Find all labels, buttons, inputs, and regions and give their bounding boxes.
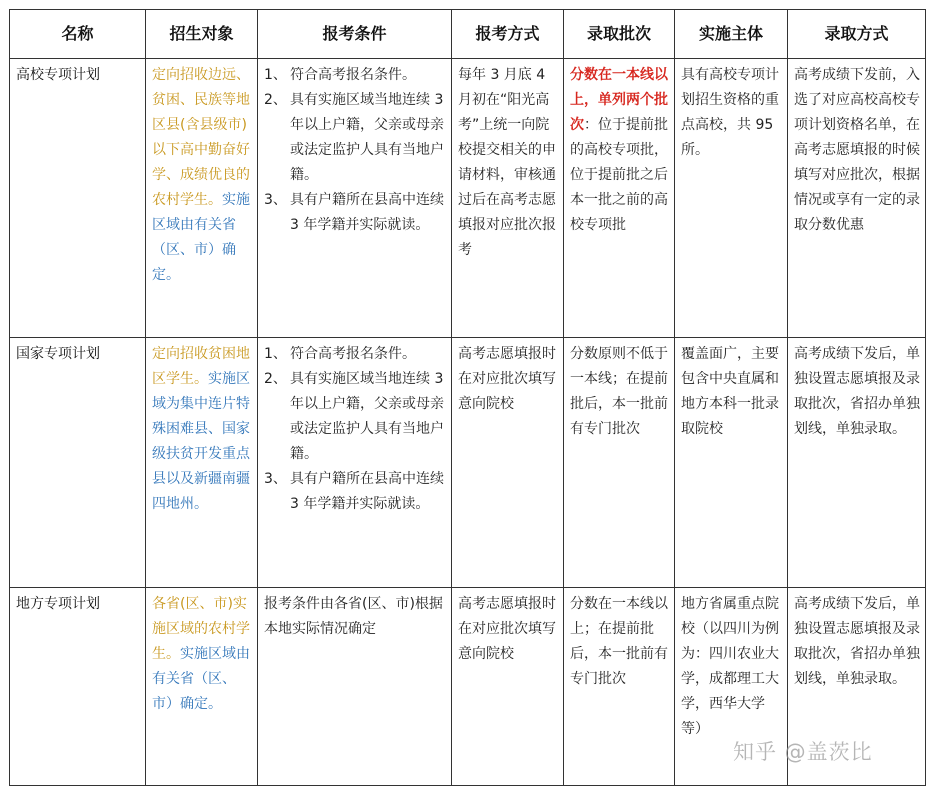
plan-name: 高校专项计划 xyxy=(10,59,146,338)
header-batch: 录取批次 xyxy=(564,10,675,59)
header-conditions: 报考条件 xyxy=(258,10,452,59)
conditions-cell: 报考条件由各省(区、市)根据本地实际情况确定 xyxy=(258,588,452,786)
body-cell: 覆盖面广，主要包含中央直属和地方本科一批录取院校 xyxy=(675,338,788,588)
header-method: 报考方式 xyxy=(452,10,564,59)
batch-highlight: 分数在一本线以上，单列两个批次 xyxy=(570,67,668,133)
admission-cell: 高考成绩下发前，入选了对应高校高校专项计划资格名单，在高考志愿填报的时候填写对应批次，根据情况或享有一定的录取分数优惠 xyxy=(788,59,926,338)
batch-text: 分数在一本线以上；在提前批后，本一批前有专门批次 xyxy=(570,596,668,687)
table-row xyxy=(10,588,926,786)
batch-cell xyxy=(564,59,675,338)
header-name: 名称 xyxy=(10,10,146,59)
batch-cell xyxy=(564,588,675,786)
target-cell xyxy=(146,338,258,588)
target-cell xyxy=(146,59,258,338)
table-row xyxy=(10,59,926,338)
plan-name: 地方专项计划 xyxy=(10,588,146,786)
header-row xyxy=(10,10,926,59)
method-cell: 每年 3 月底 4 月初在“阳光高考”上统一向院校提交相关的申请材料，审核通过后在高考志愿填报对应批次报考 xyxy=(452,59,564,338)
target-text: 各省(区、市)实施区域的农村学生。 xyxy=(152,596,250,662)
target-text: 定向招收边远、贫困、民族等地区县(含县级市)以下高中勤奋好学、成绩优良的农村学生。 xyxy=(152,67,250,208)
condition-item: 2、 具有实施区域当地连续 3 年以上户籍，父亲或母亲或法定监护人具有当地户籍。 xyxy=(264,371,444,462)
special-plan-table xyxy=(9,9,926,786)
body-cell: 具有高校专项计划招生资格的重点高校，共 95 所。 xyxy=(675,59,788,338)
watermark: 知乎 @盖茨比 xyxy=(733,740,873,764)
batch-text: ：位于提前批的高校专项批，位于提前批之后本一批之前的高校专项批 xyxy=(570,117,668,233)
table-row xyxy=(10,338,926,588)
condition-item: 1、 符合高考报名条件。 xyxy=(264,67,416,83)
condition-item: 3、 具有户籍所在县高中连续 3 年学籍并实际就读。 xyxy=(264,192,444,233)
target-cell xyxy=(146,588,258,786)
region-text: 实施区域由有关省（区、市）确定。 xyxy=(152,192,250,283)
method-cell: 高考志愿填报时在对应批次填写意向院校 xyxy=(452,338,564,588)
header-body: 实施主体 xyxy=(675,10,788,59)
batch-cell xyxy=(564,338,675,588)
admission-cell: 高考成绩下发后，单独设置志愿填报及录取批次，省招办单独划线，单独录取。 xyxy=(788,588,926,786)
condition-item: 1、 符合高考报名条件。 xyxy=(264,346,416,362)
body-cell: 地方省属重点院校（以四川为例为：四川农业大学，成都理工大学，西华大学等） xyxy=(675,588,788,786)
method-cell: 高考志愿填报时在对应批次填写意向院校 xyxy=(452,588,564,786)
condition-item: 2、 具有实施区域当地连续 3 年以上户籍，父亲或母亲或法定监护人具有当地户籍。 xyxy=(264,92,444,183)
condition-item: 3、 具有户籍所在县高中连续 3 年学籍并实际就读。 xyxy=(264,471,444,512)
plan-name: 国家专项计划 xyxy=(10,338,146,588)
batch-text: 分数原则不低于一本线；在提前批后，本一批前有专门批次 xyxy=(570,346,668,437)
region-text: 实施区域由有关省（区、市）确定。 xyxy=(152,646,250,712)
conditions-cell xyxy=(258,338,452,588)
target-text: 定向招收贫困地区学生。 xyxy=(152,346,250,387)
header-target: 招生对象 xyxy=(146,10,258,59)
region-text: 实施区域为集中连片特殊困难县、国家级扶贫开发重点县以及新疆南疆四地州。 xyxy=(152,371,250,512)
header-admission: 录取方式 xyxy=(788,10,926,59)
conditions-cell xyxy=(258,59,452,338)
admission-cell: 高考成绩下发后，单独设置志愿填报及录取批次，省招办单独划线，单独录取。 xyxy=(788,338,926,588)
